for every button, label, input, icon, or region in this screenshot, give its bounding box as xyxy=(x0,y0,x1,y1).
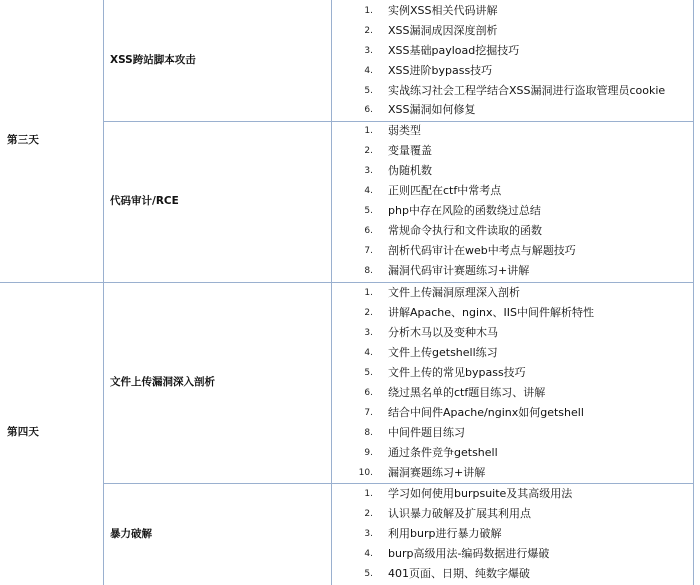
list-item xyxy=(340,100,700,120)
item-text: XSS漏洞如何修复 xyxy=(388,103,476,116)
item-text: 漏洞代码审计赛题练习+讲解 xyxy=(388,264,530,277)
topic-label: 代码审计/RCE xyxy=(110,195,179,207)
item-number: 5. xyxy=(364,368,373,378)
item-number: 1. xyxy=(364,489,373,499)
item-text: XSS基础payload挖掘技巧 xyxy=(388,44,520,57)
item-number: 5. xyxy=(364,206,373,216)
list-item xyxy=(340,121,700,141)
item-text: 剖析代码审计在web中考点与解题技巧 xyxy=(388,244,576,257)
item-text: 讲解Apache、nginx、IIS中间件解析特性 xyxy=(388,306,594,319)
list-item xyxy=(340,544,700,564)
item-text: 实例XSS相关代码讲解 xyxy=(388,4,498,17)
item-number: 1. xyxy=(364,126,373,136)
list-item xyxy=(340,141,700,161)
item-number: 3. xyxy=(364,166,373,176)
item-number: 4. xyxy=(364,186,373,196)
item-number: 7. xyxy=(364,408,373,418)
list-item xyxy=(340,484,700,504)
list-item xyxy=(340,423,700,443)
item-number: 5. xyxy=(364,569,373,579)
item-text: 中间件题目练习 xyxy=(388,426,465,439)
item-text: php中存在风险的函数绕过总结 xyxy=(388,204,541,217)
item-number: 3. xyxy=(364,46,373,56)
item-text: XSS进阶bypass技巧 xyxy=(388,64,493,77)
item-text: 绕过黑名单的ctf题目练习、讲解 xyxy=(388,386,546,399)
item-text: 通过条件竞争getshell xyxy=(388,446,498,459)
list-item xyxy=(340,41,700,61)
list-item xyxy=(340,303,700,323)
item-number: 6. xyxy=(364,226,373,236)
list-item xyxy=(340,323,700,343)
list-item xyxy=(340,564,700,584)
item-number: 2. xyxy=(364,308,373,318)
item-number: 8. xyxy=(364,266,373,276)
list-item xyxy=(340,161,700,181)
list-item xyxy=(340,81,700,101)
item-number: 8. xyxy=(364,428,373,438)
item-number: 2. xyxy=(364,509,373,519)
list-item xyxy=(340,241,700,261)
item-number: 1. xyxy=(364,6,373,16)
item-text: 伪随机数 xyxy=(388,164,432,177)
list-item xyxy=(340,443,700,463)
item-text: burp高级用法-编码数据进行爆破 xyxy=(388,547,550,560)
item-number: 7. xyxy=(364,246,373,256)
item-number: 2. xyxy=(364,26,373,36)
grid-line xyxy=(331,0,332,585)
item-text: 漏洞赛题练习+讲解 xyxy=(388,466,486,479)
day-label: 第三天 xyxy=(7,134,40,146)
list-item xyxy=(340,403,700,423)
item-text: 变量覆盖 xyxy=(388,144,432,157)
list-item xyxy=(340,463,700,483)
item-text: 常规命令执行和文件读取的函数 xyxy=(388,224,542,237)
topic-label: XSS跨站脚本攻击 xyxy=(110,54,196,66)
topic-label: 暴力破解 xyxy=(110,528,152,540)
list-item xyxy=(340,343,700,363)
list-item xyxy=(340,524,700,544)
list-item xyxy=(340,221,700,241)
list-item xyxy=(340,283,700,303)
item-number: 5. xyxy=(364,86,373,96)
list-item xyxy=(340,61,700,81)
list-item xyxy=(340,504,700,524)
item-text: 文件上传getshell练习 xyxy=(388,346,498,359)
item-text: 学习如何使用burpsuite及其高级用法 xyxy=(388,487,573,500)
list-item xyxy=(340,383,700,403)
item-text: 利用burp进行暴力破解 xyxy=(388,527,502,540)
item-number: 3. xyxy=(364,328,373,338)
item-text: 401页面、日期、纯数字爆破 xyxy=(388,567,530,580)
list-item xyxy=(340,201,700,221)
list-item xyxy=(340,1,700,21)
item-number: 1. xyxy=(364,288,373,298)
list-item xyxy=(340,363,700,383)
item-text: 实战练习社会工程学结合XSS漏洞进行盗取管理员cookie xyxy=(388,84,666,97)
list-item xyxy=(340,181,700,201)
item-number: 6. xyxy=(364,105,373,115)
grid-line xyxy=(103,0,104,585)
item-number: 6. xyxy=(364,388,373,398)
item-number: 2. xyxy=(364,146,373,156)
item-text: 文件上传漏洞原理深入剖析 xyxy=(388,286,520,299)
day-label: 第四天 xyxy=(7,426,40,438)
item-number: 4. xyxy=(364,348,373,358)
item-number: 3. xyxy=(364,529,373,539)
item-text: 结合中间件Apache/nginx如何getshell xyxy=(388,406,584,419)
item-text: 弱类型 xyxy=(388,124,421,137)
item-text: 正则匹配在ctf中常考点 xyxy=(388,184,502,197)
item-text: 文件上传的常见bypass技巧 xyxy=(388,366,526,379)
item-number: 10. xyxy=(358,468,373,478)
list-item xyxy=(340,261,700,281)
item-number: 4. xyxy=(364,66,373,76)
topic-label: 文件上传漏洞深入剖析 xyxy=(110,376,215,388)
item-text: XSS漏洞成因深度剖析 xyxy=(388,24,498,37)
item-text: 认识暴力破解及扩展其利用点 xyxy=(388,507,531,520)
item-number: 9. xyxy=(364,448,373,458)
list-item xyxy=(340,21,700,41)
item-text: 分析木马以及变种木马 xyxy=(388,326,498,339)
item-number: 4. xyxy=(364,549,373,559)
